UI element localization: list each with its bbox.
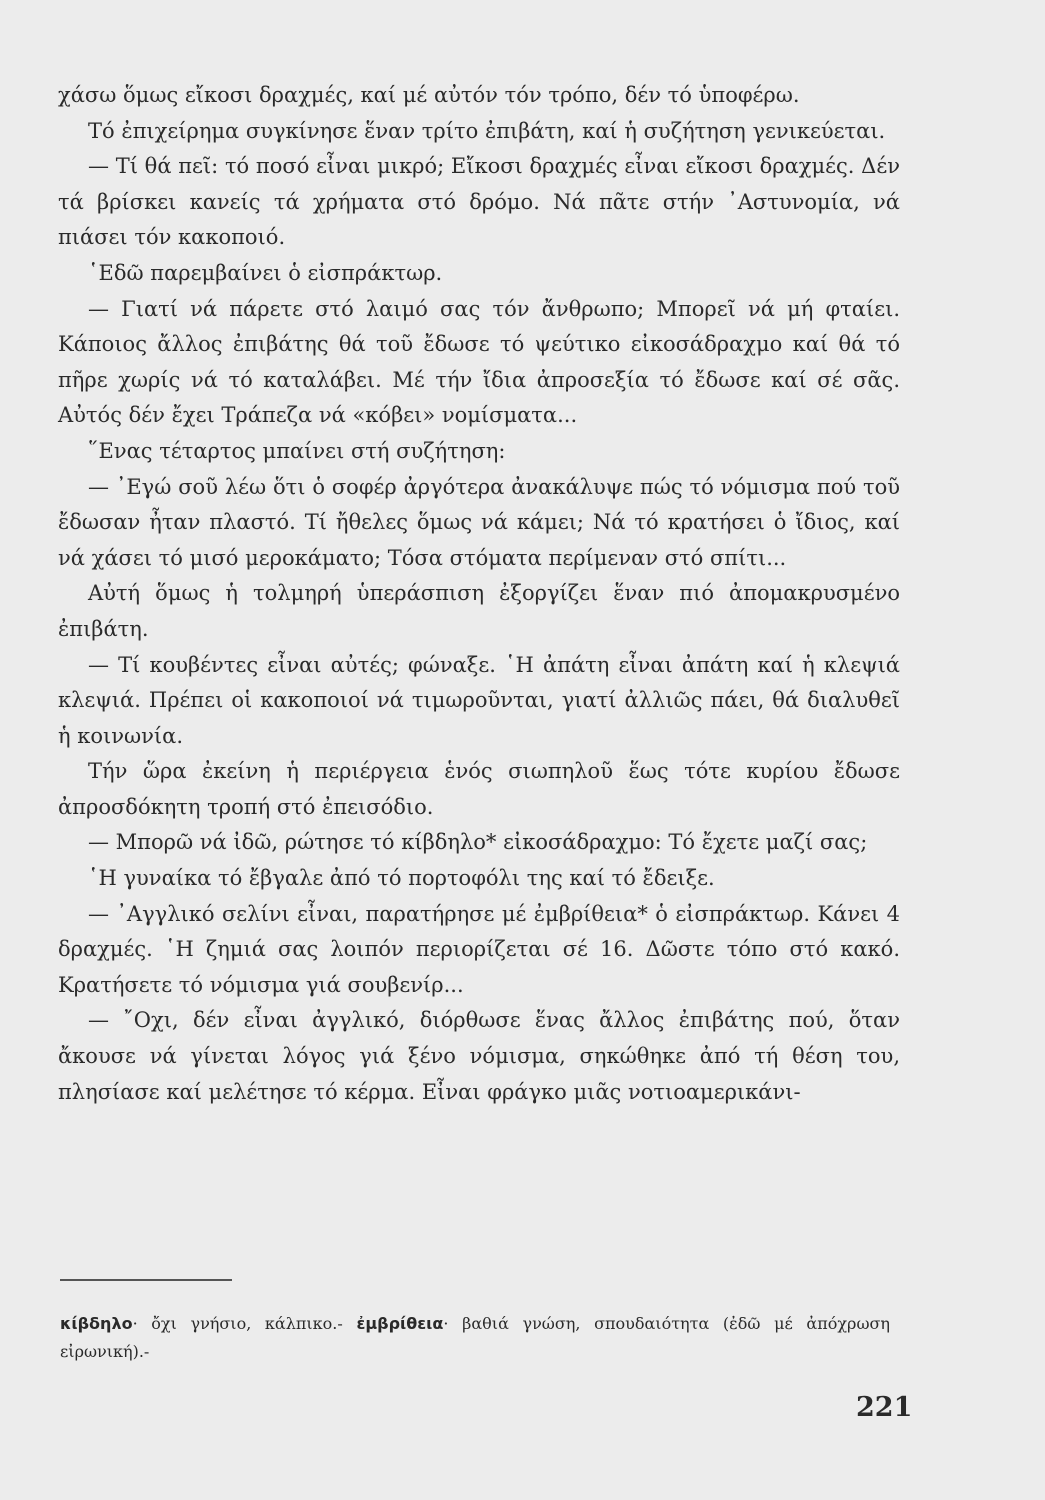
paragraph-2: Τό ἐπιχείρημα συγκίνησε ἕναν τρίτο ἐπιβάτη, καί ἡ συζήτηση γενικεύεται.	[88, 118, 886, 143]
paragraph-7: — ᾿Εγώ σοῦ λέω ὅτι ὁ σοφέρ ἀργότερα ἀνακάλυψε πώς τό νόμισμα πού τοῦ ἔδωσαν ἦταν πλαστό. Τί ἤθελες ὅμως νά κάμει; Νά τό κρατήσει ὁ ἴδιος, καί νά χάσει τό μισό μεροκάματο; Τόσα στόματα περίμεναν στό σπίτι...	[58, 474, 900, 570]
paragraph-14: — ῎Οχι, δέν εἶναι ἀγγλικό, διόρθωσε ἕνας ἄλλος ἐπιβάτης πού, ὅταν ἄκουσε νά γίνεται λόγος γιά ξένο νόμισμα, σηκώθηκε ἀπό τή θέση του, πλησίασε καί μελέτησε τό κέρμα. Εἶναι φράγκο μιᾶς νοτιοαμερικάνι-	[58, 1008, 900, 1104]
paragraph-5: — Γιατί νά πάρετε στό λαιμό σας τόν ἄνθρωπο; Μπορεῖ νά μή φταίει. Κάποιος ἄλλος ἐπιβάτης θά τοῦ ἔδωσε τό ψεύτικο εἰκοσάδραχμο καί θά τό πῆρε χωρίς νά τό καταλάβει. Μέ τήν ἴδια ἀπροσεξία τό ἔδωσε καί σέ σᾶς. Αὐτός δέν ἔχει Τράπεζα νά «κόβει» νομίσματα...	[58, 296, 900, 428]
page-number: 221	[856, 1392, 913, 1423]
paragraph-10: Τήν ὥρα ἐκείνη ἡ περιέργεια ἑνός σιωπηλοῦ ἕως τότε κυρίου ἔδωσε ἀπροσδόκητη τροπή στό ἐπεισόδιο.	[58, 759, 900, 819]
paragraph-9: — Τί κουβέντες εἶναι αὐτές; φώναξε. ῾Η ἀπάτη εἶναι ἀπάτη καί ἡ κλεψιά κλεψιά. Πρέπει οἱ κακοποιοί νά τιμωροῦνται, γιατί ἀλλιῶς πάει, θά διαλυθεῖ ἡ κοινωνία.	[58, 652, 900, 748]
footnote-term-emvritheia: ἐμβρίθεια	[356, 1314, 444, 1333]
paragraph-13: — ᾿Αγγλικό σελίνι εἶναι, παρατήρησε μέ ἐμβρίθεια* ὁ εἰσπράκτωρ. Κάνει 4 δραχμές. ῾Η ζημιά σας λοιπόν περιορίζεται σέ 16. Δῶστε τόπο στό κακό. Κρατήσετε τό νόμισμα γιά σουβενίρ...	[58, 901, 900, 997]
paragraph-1: χάσω ὅμως εἴκοσι δραχμές, καί μέ αὐτόν τόν τρόπο, δέν τό ὑποφέρω.	[58, 83, 800, 107]
paragraph-3: — Τί θά πεῖ: τό ποσό εἶναι μικρό; Εἴκοσι δραχμές εἶναι εἴκοσι δραχμές. Δέν τά βρίσκει κανείς τά χρήματα στό δρόμο. Νά πᾶτε στήν ᾿Αστυνομία, νά πιάσει τόν κακοποιό.	[58, 154, 900, 250]
paragraph-6: ῞Ενας τέταρτος μπαίνει στή συζήτηση:	[88, 438, 506, 463]
footnote-term-kivdilo: κίβδηλο	[60, 1314, 133, 1333]
paragraph-12: ῾Η γυναίκα τό ἔβγαλε ἀπό τό πορτοφόλι της καί τό ἔδειξε.	[88, 866, 715, 891]
paragraph-4: ῾Εδῶ παρεμβαίνει ὁ εἰσπράκτωρ.	[88, 260, 443, 285]
footnote-def-emvritheia: · βαθιά γνώση, σπουδαιότητα (ἐδῶ μέ ἀπόχρωση εἰρωνική).-	[60, 1314, 890, 1361]
footnote-divider	[60, 1279, 232, 1281]
paragraph-8: Αὐτή ὅμως ἡ τολμηρή ὑπεράσπιση ἐξοργίζει ἕναν πιό ἀπομακρυσμένο ἐπιβάτη.	[58, 581, 900, 641]
paragraph-11: — Μπορῶ νά ἰδῶ, ρώτησε τό κίβδηλο* εἰκοσάδραχμο: Τό ἔχετε μαζί σας;	[88, 830, 868, 855]
body-text	[58, 78, 900, 1110]
footnote-def-kivdilo: · ὄχι γνήσιο, κάλπικο.-	[132, 1314, 357, 1333]
footnote	[60, 1310, 890, 1366]
